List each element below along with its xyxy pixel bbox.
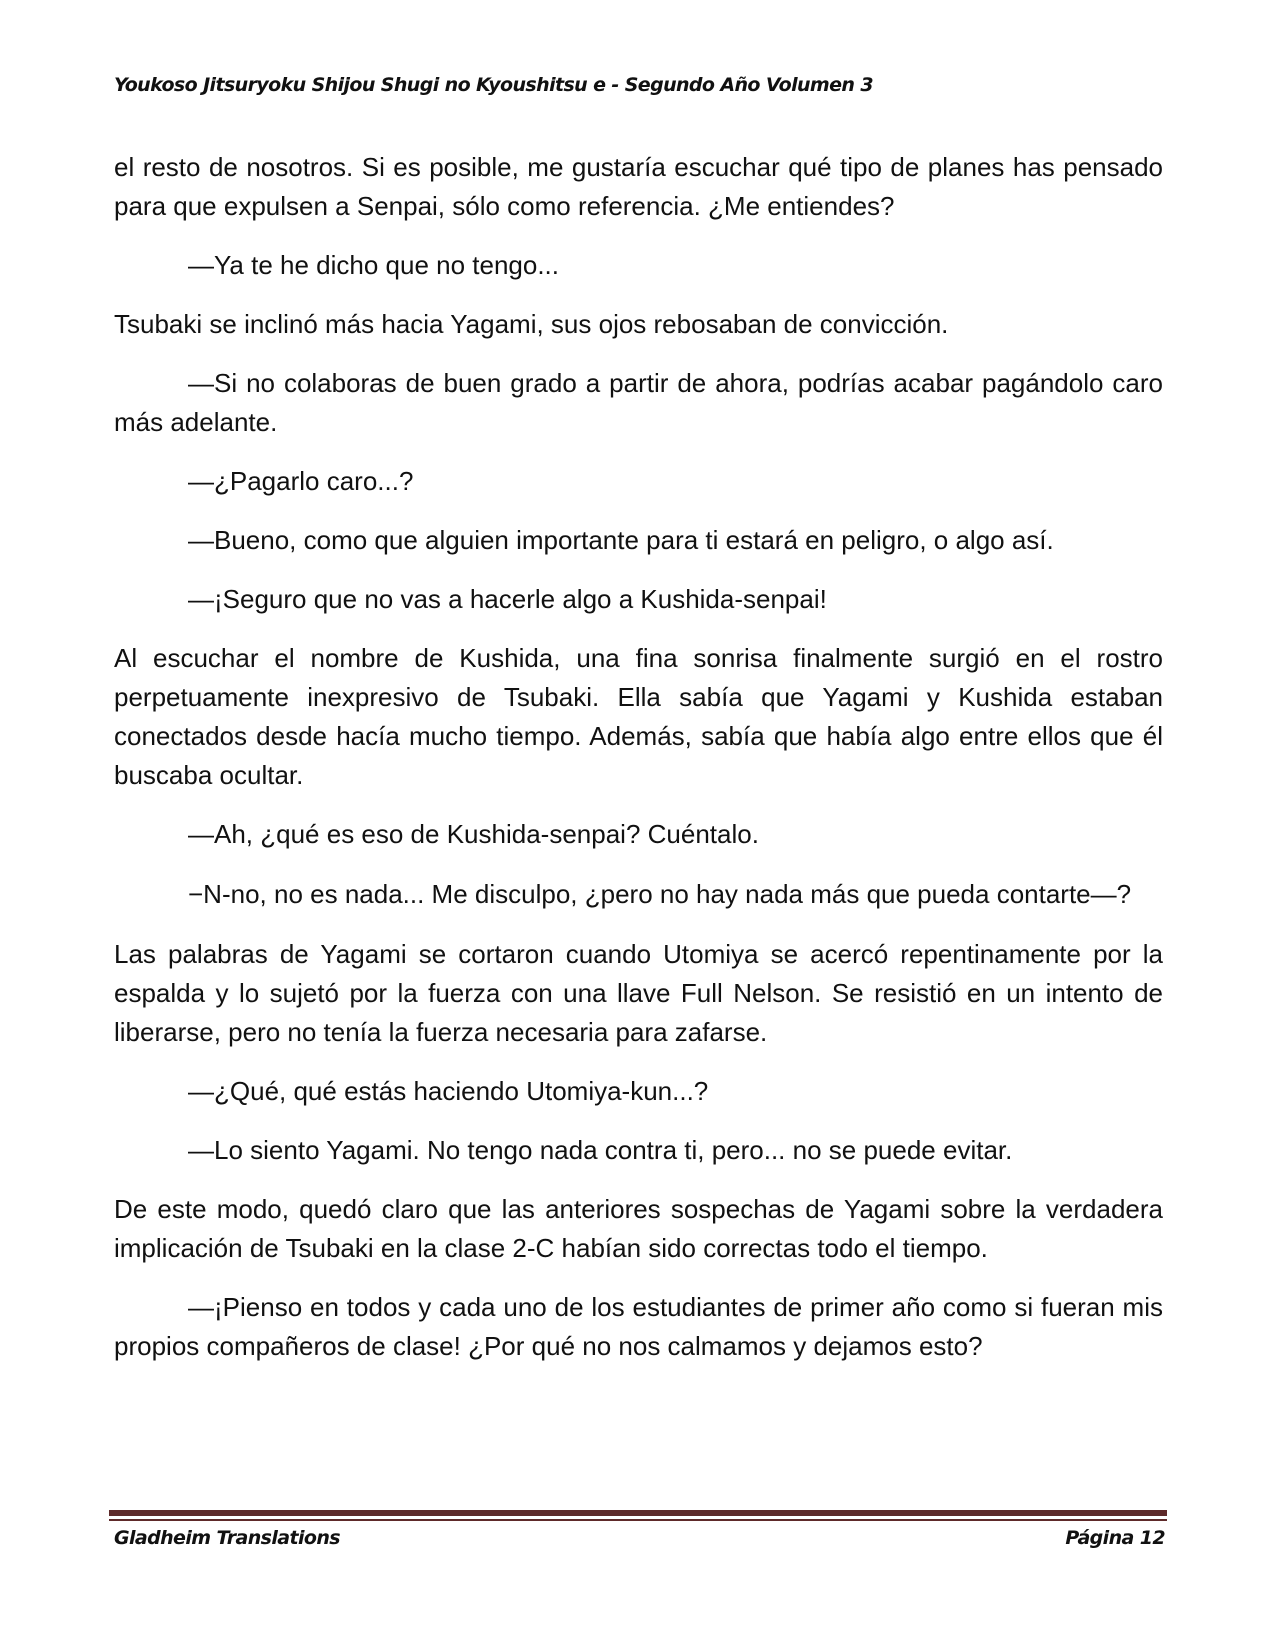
dialogue-paragraph: —Lo siento Yagami. No tengo nada contra ti, pero... no se puede evitar. (188, 1135, 1013, 1165)
dialogue-paragraph: —¿Pagarlo caro...? (188, 466, 414, 496)
footer-translator: Gladheim Translations (114, 1527, 340, 1549)
paragraph: el resto de nosotros. Si es posible, me gustaría escuchar qué tipo de planes has pensado para que expulsen a Senpai, sólo como referencia. ¿Me entiendes? (114, 152, 1163, 221)
footer-rule-thick (109, 1510, 1167, 1516)
dialogue-paragraph: —Ah, ¿qué es eso de Kushida-senpai? Cuéntalo. (188, 819, 759, 849)
paragraph: De este modo, quedó claro que las anteriores sospechas de Yagami sobre la verdadera implicación de Tsubaki en la clase 2-C habían sido correctas todo el tiempo. (114, 1194, 1163, 1263)
running-header: Youkoso Jitsuryoku Shijou Shugi no Kyoushitsu e - Segundo Año Volumen 3 (114, 74, 873, 96)
dialogue-paragraph: —Bueno, como que alguien importante para ti estará en peligro, o algo así. (188, 525, 1054, 555)
paragraph: Tsubaki se inclinó más hacia Yagami, sus ojos rebosaban de convicción. (114, 309, 949, 339)
dialogue-paragraph: −N-no, no es nada... Me disculpo, ¿pero no hay nada más que pueda contarte—? (188, 879, 1132, 909)
page-body (114, 148, 1163, 1386)
dialogue-paragraph: —Ya te he dicho que no tengo... (188, 250, 560, 280)
dialogue-paragraph: —Si no colaboras de buen grado a partir de ahora, podrías acabar pagándolo caro más adelante. (114, 368, 1163, 437)
dialogue-paragraph: —¡Seguro que no vas a hacerle algo a Kushida-senpai! (188, 584, 827, 614)
dialogue-paragraph: —¡Pienso en todos y cada uno de los estudiantes de primer año como si fueran mis propios compañeros de clase! ¿Por qué no nos calmamos y dejamos esto? (114, 1292, 1163, 1361)
footer-rule-thin (109, 1519, 1167, 1521)
footer-page-number: Página 12 (1065, 1527, 1165, 1549)
paragraph: Al escuchar el nombre de Kushida, una fina sonrisa finalmente surgió en el rostro perpetuamente inexpresivo de Tsubaki. Ella sabía que Yagami y Kushida estaban conectados desde hacía mucho tiempo. Además, sabía que había algo entre ellos que él buscaba ocultar. (114, 643, 1163, 790)
dialogue-paragraph: —¿Qué, qué estás haciendo Utomiya-kun...? (188, 1076, 709, 1106)
paragraph: Las palabras de Yagami se cortaron cuando Utomiya se acercó repentinamente por la espalda y lo sujetó por la fuerza con una llave Full Nelson. Se resistió en un intento de liberarse, pero no tenía la fuerza necesaria para zafarse. (114, 939, 1163, 1047)
